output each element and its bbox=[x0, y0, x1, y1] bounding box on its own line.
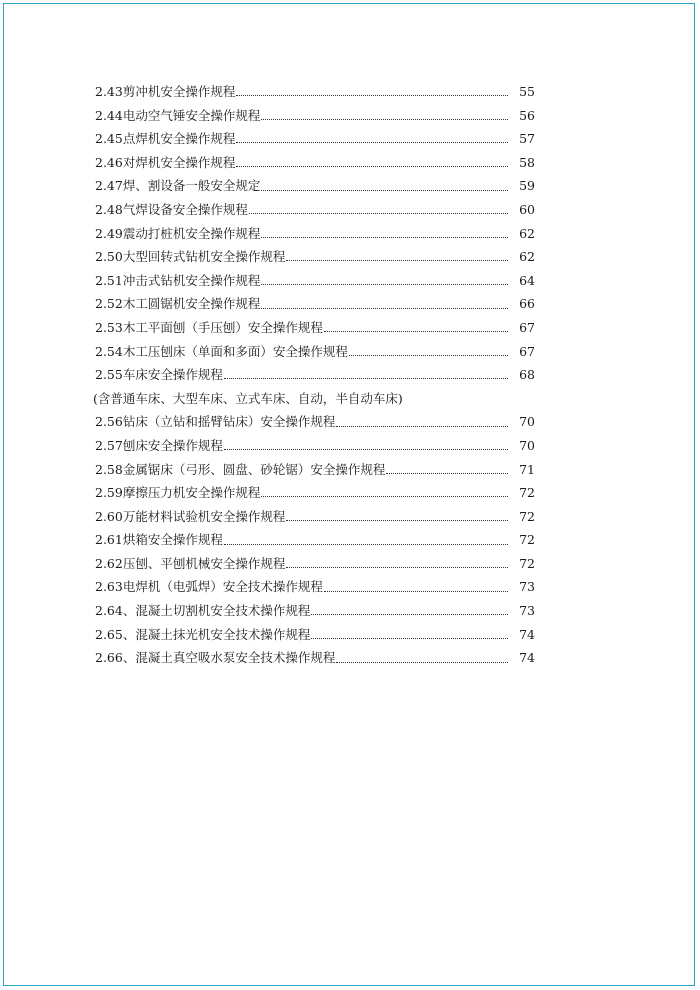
toc-entry[interactable] bbox=[95, 599, 535, 623]
entry-number: 2.59 bbox=[95, 485, 123, 501]
entry-page: 70 bbox=[519, 437, 535, 453]
entry-page: 58 bbox=[519, 154, 535, 170]
entry-page: 72 bbox=[519, 532, 535, 548]
entry-number: 2.57 bbox=[95, 437, 123, 453]
toc-entry[interactable] bbox=[95, 410, 535, 434]
toc-entry[interactable] bbox=[95, 623, 535, 647]
entry-title: 气焊设备安全操作规程 bbox=[122, 201, 248, 217]
entry-number: 2.43 bbox=[95, 84, 123, 99]
entry-number: 2.48 bbox=[95, 201, 123, 217]
entry-page: 62 bbox=[519, 225, 535, 241]
entry-title: 大型回转式钻机安全操作规程 bbox=[122, 249, 286, 265]
entry-number: 2.60 bbox=[95, 508, 123, 524]
entry-title: 钻床（立钻和摇臂钻床）安全操作规程 bbox=[122, 414, 336, 430]
toc-entry[interactable] bbox=[95, 174, 535, 198]
entry-title: 压刨、平刨机械安全操作规程 bbox=[122, 555, 286, 571]
dot-leader bbox=[261, 496, 508, 497]
dot-leader bbox=[311, 638, 508, 639]
toc-entry[interactable] bbox=[95, 340, 535, 364]
dot-leader bbox=[261, 119, 508, 120]
dot-leader bbox=[261, 190, 508, 191]
entry-page: 72 bbox=[519, 508, 535, 524]
dot-leader bbox=[224, 378, 508, 379]
entry-title: 混凝土抹光机安全技术操作规程 bbox=[135, 626, 311, 642]
entry-number: 2.66、 bbox=[95, 650, 136, 666]
entry-page: 59 bbox=[519, 178, 535, 194]
toc-entry[interactable] bbox=[95, 434, 535, 458]
entry-title: 剪冲机安全操作规程 bbox=[122, 84, 236, 99]
dot-leader bbox=[386, 473, 508, 474]
entry-title: 混凝土真空吸水泵安全技术操作规程 bbox=[135, 650, 336, 666]
entry-number: 2.56 bbox=[95, 414, 123, 430]
dot-leader bbox=[224, 544, 508, 545]
entry-page: 60 bbox=[519, 201, 535, 217]
toc-entry[interactable] bbox=[95, 552, 535, 576]
document-page bbox=[3, 3, 695, 986]
dot-leader bbox=[336, 426, 508, 427]
entry-page: 72 bbox=[519, 555, 535, 571]
toc-entry[interactable] bbox=[95, 269, 535, 293]
toc-entry[interactable] bbox=[95, 575, 535, 599]
toc-entry[interactable] bbox=[95, 528, 535, 552]
toc-entry[interactable] bbox=[95, 316, 535, 340]
dot-leader bbox=[261, 284, 508, 285]
entry-page: 73 bbox=[519, 579, 535, 595]
entry-page: 73 bbox=[519, 603, 535, 619]
dot-leader bbox=[286, 260, 508, 261]
entry-number: 2.44 bbox=[95, 107, 123, 123]
dot-leader bbox=[324, 331, 508, 332]
entry-title: 木工平面刨（手压刨）安全操作规程 bbox=[122, 319, 323, 335]
entry-number: 2.65、 bbox=[95, 626, 136, 642]
dot-leader bbox=[286, 567, 508, 568]
entry-title: 金属锯床（弓形、圆盘、砂轮锯）安全操作规程 bbox=[122, 461, 386, 477]
toc-entry[interactable] bbox=[95, 104, 535, 128]
entry-title: 混凝土切割机安全技术操作规程 bbox=[135, 603, 311, 619]
toc-entry[interactable] bbox=[95, 245, 535, 269]
dot-leader bbox=[261, 308, 508, 309]
entry-title: 万能材料试验机安全操作规程 bbox=[122, 508, 286, 524]
entry-page: 62 bbox=[519, 249, 535, 265]
entry-number: 2.54 bbox=[95, 343, 123, 359]
entry-number: 2.61 bbox=[95, 532, 123, 548]
entry-number: 2.58 bbox=[95, 461, 123, 477]
entry-number: 2.53 bbox=[95, 319, 123, 335]
entry-title: 刨床安全操作规程 bbox=[122, 437, 223, 453]
entry-page: 74 bbox=[519, 626, 535, 642]
dot-leader bbox=[236, 95, 508, 96]
entry-page: 67 bbox=[519, 343, 535, 359]
dot-leader bbox=[224, 449, 508, 450]
entry-page: 55 bbox=[519, 84, 535, 99]
entry-title: 车床安全操作规程 bbox=[122, 367, 223, 383]
entry-page: 56 bbox=[519, 107, 535, 123]
dot-leader bbox=[236, 166, 508, 167]
toc-entry[interactable] bbox=[95, 222, 535, 246]
entry-number: 2.52 bbox=[95, 296, 123, 312]
entry-page: 64 bbox=[519, 272, 535, 288]
entry-title: 木工压刨床（单面和多面）安全操作规程 bbox=[122, 343, 348, 359]
entry-title: 点焊机安全操作规程 bbox=[122, 131, 236, 147]
toc-entry[interactable] bbox=[95, 127, 535, 151]
toc-entry[interactable] bbox=[95, 80, 535, 104]
entry-number: 2.63 bbox=[95, 579, 123, 595]
toc-entry[interactable] bbox=[95, 292, 535, 316]
entry-page: 74 bbox=[519, 650, 535, 666]
entry-title: 震动打桩机安全操作规程 bbox=[122, 225, 261, 241]
entry-title: 烘箱安全操作规程 bbox=[122, 532, 223, 548]
table-of-contents bbox=[95, 80, 535, 670]
dot-leader bbox=[311, 614, 508, 615]
toc-entry[interactable] bbox=[95, 505, 535, 529]
toc-entry[interactable] bbox=[95, 646, 535, 670]
entry-title: 对焊机安全操作规程 bbox=[122, 154, 236, 170]
dot-leader bbox=[324, 591, 508, 592]
entry-page: 72 bbox=[519, 485, 535, 501]
entry-number: 2.45 bbox=[95, 131, 123, 147]
toc-note: (含普通车床、大型车床、立式车床、自动，半自动车床) bbox=[93, 390, 403, 406]
entry-number: 2.51 bbox=[95, 272, 123, 288]
dot-leader bbox=[349, 355, 508, 356]
toc-entry[interactable] bbox=[95, 458, 535, 482]
entry-page: 66 bbox=[519, 296, 535, 312]
entry-number: 2.46 bbox=[95, 154, 123, 170]
entry-title: 木工圆锯机安全操作规程 bbox=[122, 296, 261, 312]
dot-leader bbox=[261, 237, 508, 238]
dot-leader bbox=[336, 662, 508, 663]
entry-number: 2.55 bbox=[95, 367, 123, 383]
entry-number: 2.62 bbox=[95, 555, 123, 571]
entry-page: 68 bbox=[519, 367, 535, 383]
entry-number: 2.50 bbox=[95, 249, 123, 265]
toc-entry[interactable] bbox=[95, 151, 535, 175]
entry-title: 电动空气锤安全操作规程 bbox=[122, 107, 261, 123]
toc-entry[interactable] bbox=[95, 481, 535, 505]
entry-title: 焊、割设备一般安全规定 bbox=[122, 178, 261, 194]
entry-title: 冲击式钻机安全操作规程 bbox=[122, 272, 261, 288]
entry-number: 2.64、 bbox=[95, 603, 136, 619]
toc-entry[interactable] bbox=[95, 363, 535, 387]
dot-leader bbox=[236, 142, 508, 143]
entry-page: 70 bbox=[519, 414, 535, 430]
entry-page: 57 bbox=[519, 131, 535, 147]
entry-page: 71 bbox=[519, 461, 535, 477]
entry-title: 电焊机（电弧焊）安全技术操作规程 bbox=[122, 579, 323, 595]
entry-title: 摩擦压力机安全操作规程 bbox=[122, 485, 261, 501]
entry-number: 2.47 bbox=[95, 178, 123, 194]
entry-page: 67 bbox=[519, 319, 535, 335]
toc-entry[interactable] bbox=[95, 198, 535, 222]
entry-number: 2.49 bbox=[95, 225, 123, 241]
dot-leader bbox=[249, 213, 508, 214]
dot-leader bbox=[286, 520, 508, 521]
